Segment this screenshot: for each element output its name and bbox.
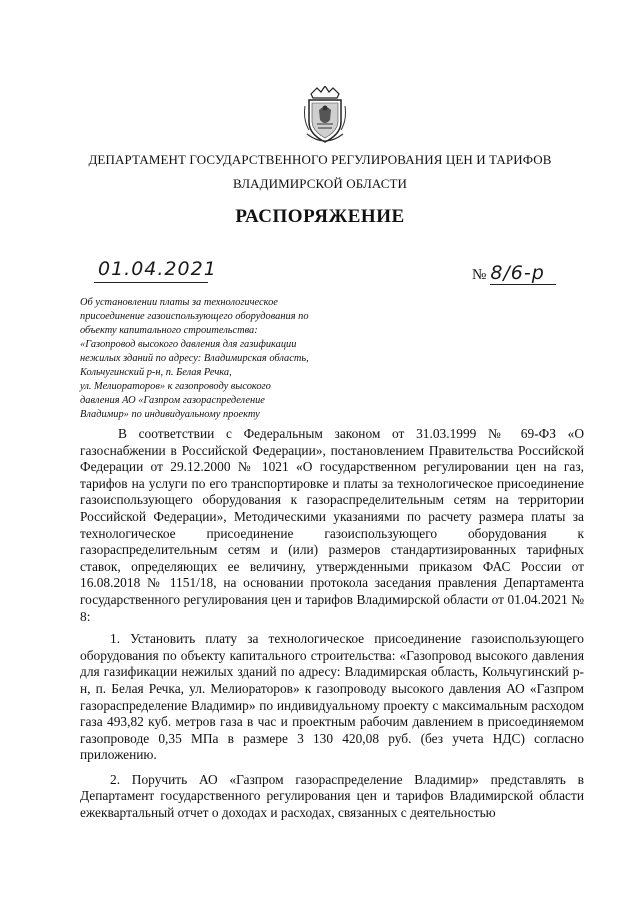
item-1-paragraph: 1. Установить плату за технологическое присоединение газоиспользующего оборудования по объекту капитального строительства: «Газопровод высокого давления для газификации нежилых зданий по адресу: Владимирская область, Кольчугинский р-н, п. Белая Речка, ул. Мелиораторов» к газопроводу высокого давления АО «Газпром газораспределение Владимир» по индивидуальному проекту с максимальным расходом газа 493,82 куб. метров газа в час и проектным рабочим давлением в присоединяемом газопроводе 0,35 МПа в размере 3 130 420,08 руб. (без учета НДС) согласно приложению. (80, 631, 584, 763)
document-body (80, 426, 584, 822)
department-name-line1: ДЕПАРТАМЕНТ ГОСУДАРСТВЕННОГО РЕГУЛИРОВАНИЯ ЦЕН И ТАРИФОВ (88, 152, 552, 167)
intro-paragraph: В соответствии с Федеральным законом от 31.03.1999 № 69-ФЗ «О газоснабжении в Российской Федерации», постановлением Правительства Российской Федерации от 29.12.2000 № 1021 «О государственном регулировании цен на газ, тарифов на услуги по его транспортировке и платы за технологическое присоединение газоиспользующего оборудования к газораспределительным сетям на территории Российской Федерации», Методическими указаниями по расчету размера платы за технологическое присоединение газоиспользующего оборудования к газораспределительным сетям и (или) размеров стандартизированных тарифных ставок, определяющих ее величину, утвержденными приказом ФАС России от 16.08.2018 № 1151/18, на основании протокола заседания правления Департамента государственного регулирования цен и тарифов Владимирской области от 01.04.2021 № 8: (80, 426, 584, 624)
document-title: РАСПОРЯЖЕНИЕ (235, 206, 405, 227)
document-date: 01.04.2021 (98, 258, 217, 280)
subject-line: Владимир» по индивидуальному проекту (80, 409, 260, 420)
item-2-paragraph: 2. Поручить АО «Газпром газораспределение Владимир» представлять в Департамент государственного регулирования цен и тарифов Владимирской области ежеквартальный отчет о доходах и расходах, связанных с деятельностью (80, 771, 584, 821)
subject-line: объекту капитального строительства: (80, 325, 258, 336)
subject-line: присоединение газоиспользующего оборудования по (80, 311, 309, 322)
subject-line: давления АО «Газпром газораспределение (80, 395, 265, 406)
department-name-line2: ВЛАДИМИРСКОЙ ОБЛАСТИ (232, 176, 408, 191)
document-subject (80, 296, 380, 422)
vladimir-oblast-coat-of-arms-icon (303, 86, 347, 146)
document-number (472, 262, 545, 284)
subject-line: нежилых зданий по адресу: Владимирская область, (80, 353, 309, 364)
number-sign: № (472, 267, 487, 283)
subject-line: ул. Мелиораторов» к газопроводу высокого (80, 381, 271, 392)
subject-line: «Газопровод высокого давления для газификации (80, 339, 297, 350)
date-underline (94, 282, 208, 283)
number-value: 8/6-р (490, 262, 545, 284)
subject-line: Кольчугинский р-н, п. Белая Речка, (80, 367, 232, 378)
subject-line: Об установлении платы за технологическое (80, 297, 278, 308)
number-underline (490, 284, 556, 285)
